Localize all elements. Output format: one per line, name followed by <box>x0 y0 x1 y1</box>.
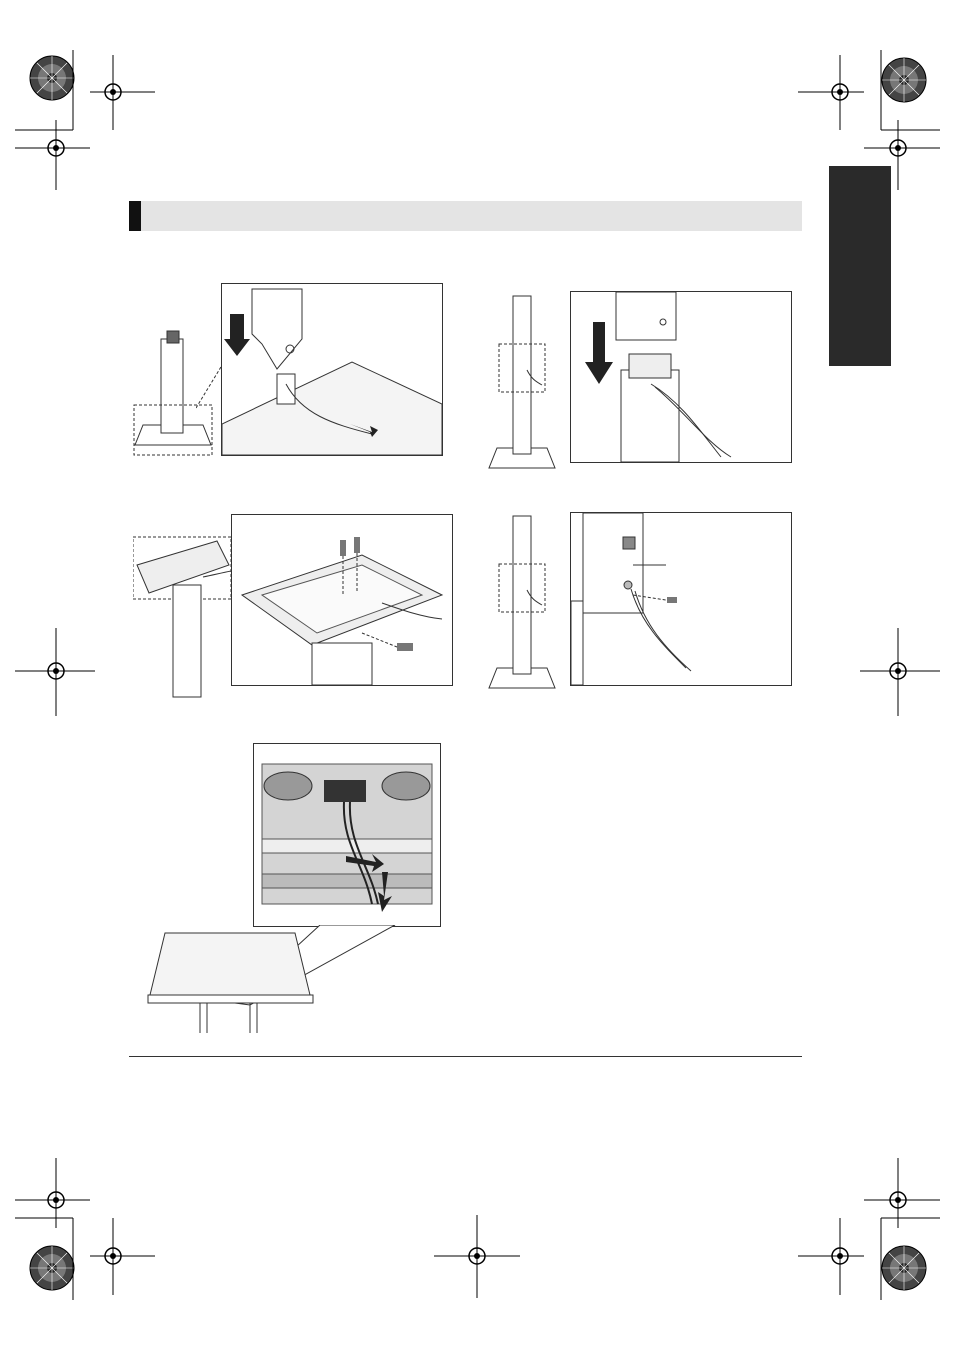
figure-3-detail <box>231 514 453 686</box>
cable-routing-icon <box>145 925 445 1035</box>
side-tab <box>829 166 891 366</box>
speaker-insert-icon <box>487 290 562 470</box>
figure-2-detail <box>570 291 792 463</box>
registration-star-icon <box>30 1246 74 1290</box>
registration-star-icon <box>882 58 926 102</box>
side-screw-icon <box>487 510 562 690</box>
figure-5-detail <box>253 743 441 927</box>
figure-1-detail <box>221 283 443 456</box>
page-footer-rule <box>129 1056 802 1057</box>
registration-star-icon <box>882 1246 926 1290</box>
section-heading-bar <box>129 201 802 231</box>
figure-4-detail <box>570 512 792 686</box>
registration-star-icon <box>30 56 74 100</box>
base-screws-icon <box>133 535 233 705</box>
heading-marker <box>129 201 141 231</box>
